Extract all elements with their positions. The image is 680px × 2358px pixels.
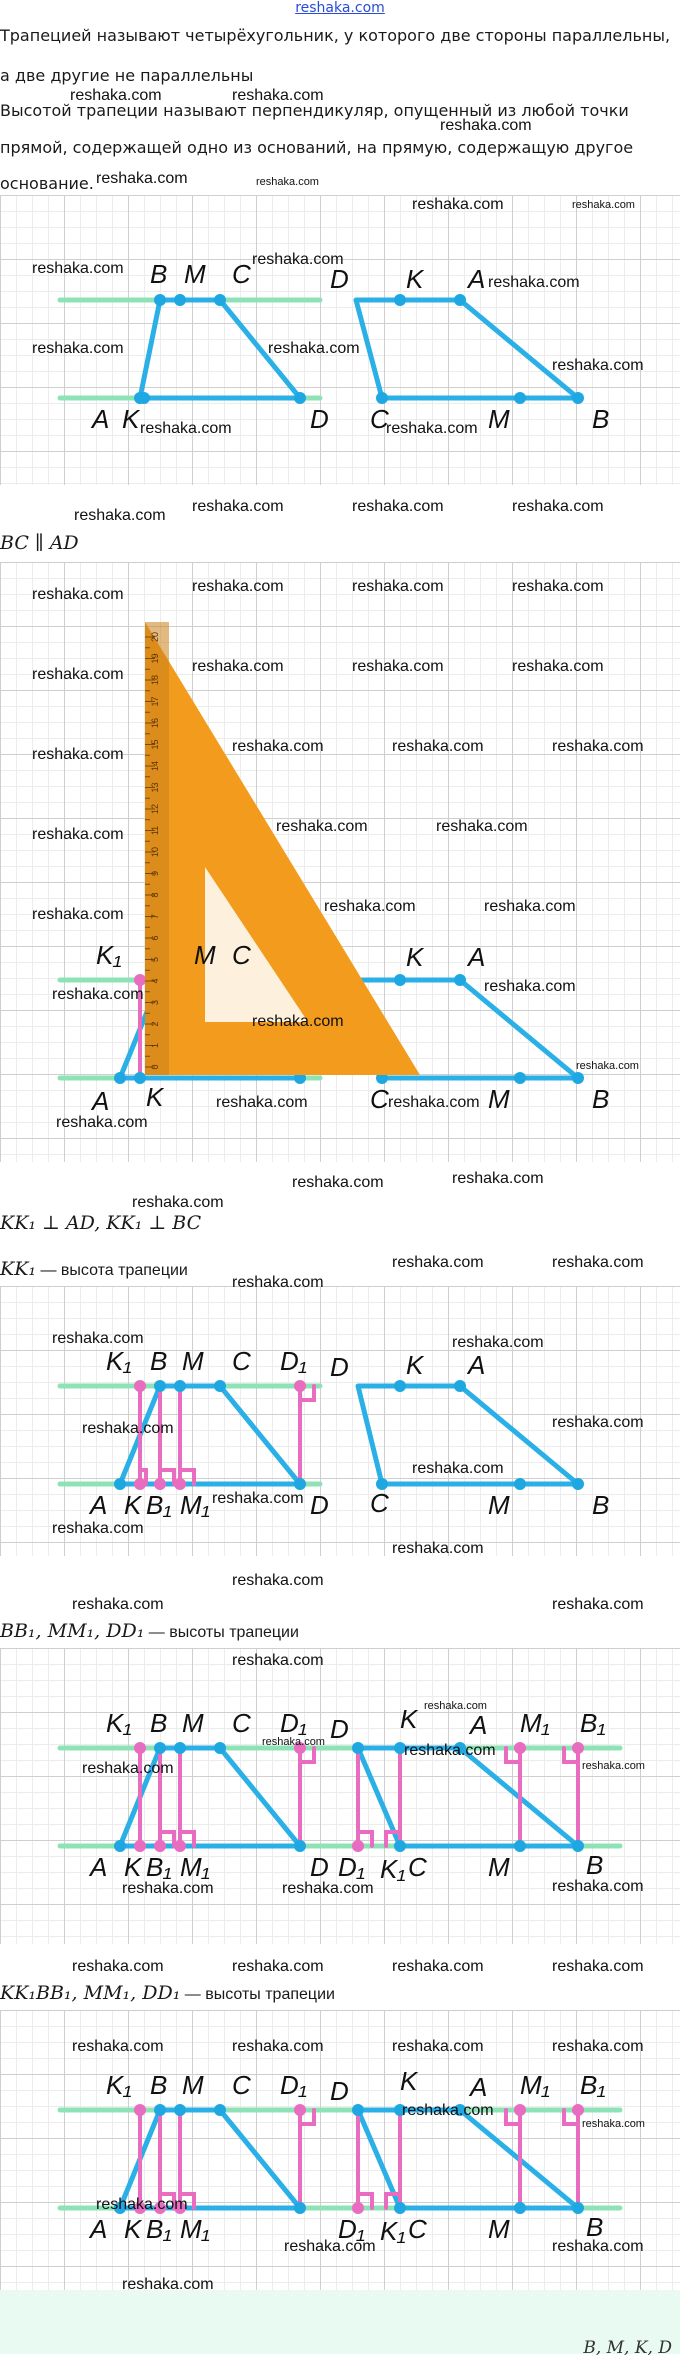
label-K1: K₁ bbox=[106, 1708, 132, 1738]
label-C: C bbox=[232, 259, 251, 289]
watermark: reshaka.com bbox=[552, 1878, 644, 1895]
label-M: M bbox=[182, 1346, 204, 1376]
ruler-number: 1 bbox=[150, 1042, 160, 1049]
label-A-2: A bbox=[468, 942, 486, 972]
label-D-2: D bbox=[330, 1352, 349, 1382]
watermark: reshaka.com bbox=[352, 498, 444, 515]
ruler-number: 19 bbox=[150, 653, 160, 664]
label-A-2: A bbox=[468, 1350, 486, 1380]
label-B-2: B bbox=[586, 2212, 604, 2242]
label-D-2: D bbox=[330, 2076, 349, 2106]
ruler-number: 2 bbox=[150, 1021, 160, 1027]
ruler-number: 13 bbox=[150, 782, 160, 793]
label-D1: D₁ bbox=[280, 2070, 307, 2100]
label-K: K bbox=[124, 1490, 142, 1520]
site-link[interactable]: reshaka.com bbox=[295, 0, 385, 16]
label-D-2: D bbox=[330, 1714, 349, 1744]
label-C: C bbox=[232, 2070, 251, 2100]
label-A-2: A bbox=[468, 264, 486, 294]
watermark: reshaka.com bbox=[232, 738, 324, 755]
watermark: reshaka.com bbox=[392, 1958, 484, 1975]
watermark: reshaka.com bbox=[352, 578, 444, 595]
label-M-2: M bbox=[488, 1490, 510, 1520]
watermark: reshaka.com bbox=[132, 1194, 224, 1211]
watermark: reshaka.com bbox=[552, 2238, 644, 2255]
label-K-2: K bbox=[400, 1704, 418, 1734]
watermark: reshaka.com bbox=[232, 87, 324, 104]
label-K1: K₁ bbox=[106, 2070, 132, 2100]
watermark: reshaka.com bbox=[72, 1958, 164, 1975]
watermark: reshaka.com bbox=[252, 1013, 344, 1030]
watermark: reshaka.com bbox=[232, 1274, 324, 1291]
watermark: reshaka.com bbox=[324, 898, 416, 915]
caption-heights-2-text: — высоты трапеции bbox=[180, 1986, 335, 2003]
watermark: reshaka.com bbox=[292, 1174, 384, 1191]
label-M1: M₁ bbox=[180, 2214, 210, 2244]
label-K-2: K bbox=[406, 942, 424, 972]
ruler-number: 20 bbox=[150, 631, 160, 643]
caption-height bbox=[0, 1258, 188, 1280]
label-M1: M₁ bbox=[180, 1852, 210, 1882]
watermark: reshaka.com bbox=[552, 738, 644, 755]
definition-line-5: основание. bbox=[0, 174, 94, 193]
label-D1: D₁ bbox=[280, 1346, 307, 1376]
ruler-number: 11 bbox=[150, 825, 160, 836]
watermark: reshaka.com bbox=[582, 1760, 645, 1772]
watermark: reshaka.com bbox=[216, 1094, 308, 1111]
watermark: reshaka.com bbox=[52, 1520, 144, 1537]
caption-height-text: — высота трапеции bbox=[36, 1262, 188, 1279]
label-C: C bbox=[232, 1346, 251, 1376]
label-K-2: K bbox=[406, 264, 424, 294]
label-C-2: C bbox=[370, 1488, 389, 1518]
watermark: reshaka.com bbox=[576, 1060, 639, 1072]
watermark: reshaka.com bbox=[232, 1958, 324, 1975]
watermark: reshaka.com bbox=[32, 586, 124, 603]
label-A: A bbox=[90, 1852, 108, 1882]
watermark: reshaka.com bbox=[284, 2238, 376, 2255]
ruler-number: 10 bbox=[150, 846, 160, 858]
watermark: reshaka.com bbox=[552, 1254, 644, 1271]
watermark: reshaka.com bbox=[352, 658, 444, 675]
ruler-number: 17 bbox=[150, 696, 160, 707]
label-M: M bbox=[184, 259, 206, 289]
figure-2 bbox=[0, 562, 680, 1162]
watermark: reshaka.com bbox=[488, 274, 580, 291]
caption-heights-1-math: BB₁, MM₁, DD₁ bbox=[0, 1620, 145, 1642]
watermark: reshaka.com bbox=[582, 2118, 645, 2130]
label-M1: M₁ bbox=[180, 1490, 210, 1520]
watermark: reshaka.com bbox=[402, 2102, 494, 2119]
ruler-number: 14 bbox=[150, 760, 160, 772]
label-B-2: B bbox=[592, 1490, 610, 1520]
label-M-2: M bbox=[488, 2214, 510, 2244]
watermark: reshaka.com bbox=[232, 1572, 324, 1589]
ruler-number: 4 bbox=[150, 978, 160, 984]
watermark: reshaka.com bbox=[32, 906, 124, 923]
watermark: reshaka.com bbox=[552, 2038, 644, 2055]
watermark: reshaka.com bbox=[262, 1736, 325, 1748]
ruler-number: 16 bbox=[150, 717, 160, 729]
label-M1-2: M₁ bbox=[520, 2070, 550, 2100]
watermark: reshaka.com bbox=[192, 498, 284, 515]
watermark: reshaka.com bbox=[552, 1414, 644, 1431]
label-D: D bbox=[310, 404, 329, 434]
label-K1-2: K₁ bbox=[380, 2216, 406, 2246]
next-section bbox=[0, 2290, 680, 2358]
watermark: reshaka.com bbox=[276, 818, 368, 835]
label-B-2: B bbox=[592, 404, 610, 434]
label-B1-2: B₁ bbox=[580, 2070, 606, 2100]
ruler-number: 15 bbox=[150, 739, 160, 750]
watermark: reshaka.com bbox=[388, 1094, 480, 1111]
definition-line-3: Высотой трапеции называют перпендикуляр, опущенный из любой точки bbox=[0, 101, 629, 120]
next-section-text: B, M, K, D bbox=[583, 2338, 672, 2358]
watermark: reshaka.com bbox=[404, 1742, 496, 1759]
label-M-2: M bbox=[488, 404, 510, 434]
watermark: reshaka.com bbox=[484, 898, 576, 915]
watermark: reshaka.com bbox=[52, 986, 144, 1003]
watermark: reshaka.com bbox=[512, 658, 604, 675]
watermark: reshaka.com bbox=[512, 498, 604, 515]
label-K: K bbox=[124, 2214, 142, 2244]
watermark: reshaka.com bbox=[32, 340, 124, 357]
watermark: reshaka.com bbox=[192, 658, 284, 675]
label-C-2: C bbox=[408, 2214, 427, 2244]
label-A: A bbox=[90, 1490, 108, 1520]
ruler-number: 12 bbox=[150, 803, 160, 815]
caption-perpendicular: KK₁ ⊥ AD, KK₁ ⊥ BC bbox=[0, 1212, 202, 1234]
ruler-number: 18 bbox=[150, 674, 160, 686]
watermark: reshaka.com bbox=[32, 746, 124, 763]
watermark: reshaka.com bbox=[392, 1540, 484, 1557]
watermark: reshaka.com bbox=[82, 1420, 174, 1437]
watermark: reshaka.com bbox=[72, 1596, 164, 1613]
watermark: reshaka.com bbox=[252, 251, 344, 268]
watermark: reshaka.com bbox=[436, 818, 528, 835]
label-K-2: K bbox=[406, 1350, 424, 1380]
label-M: M bbox=[194, 940, 216, 970]
label-K1: K₁ bbox=[96, 940, 122, 970]
watermark: reshaka.com bbox=[412, 1460, 504, 1477]
watermark: reshaka.com bbox=[484, 978, 576, 995]
watermark: reshaka.com bbox=[96, 170, 188, 187]
ruler-number: 8 bbox=[150, 892, 160, 898]
label-K1-2: K₁ bbox=[380, 1854, 406, 1884]
watermark: reshaka.com bbox=[72, 2038, 164, 2055]
ruler-number: 5 bbox=[150, 956, 160, 963]
watermark: reshaka.com bbox=[572, 199, 635, 211]
label-D1-2: D₁ bbox=[338, 2214, 365, 2244]
watermark: reshaka.com bbox=[392, 1254, 484, 1271]
watermark: reshaka.com bbox=[96, 2196, 188, 2213]
caption-heights-1-text: — высоты трапеции bbox=[144, 1624, 299, 1641]
label-A-2: A bbox=[470, 1710, 488, 1740]
label-K-2: K bbox=[400, 2066, 418, 2096]
ruler-number: 6 bbox=[150, 935, 160, 941]
label-M-2: M bbox=[488, 1084, 510, 1114]
label-D-2: D bbox=[330, 264, 349, 294]
label-B-2: B bbox=[586, 1850, 604, 1880]
label-C: C bbox=[232, 1708, 251, 1738]
watermark: reshaka.com bbox=[32, 260, 124, 277]
watermark: reshaka.com bbox=[56, 1114, 148, 1131]
label-A: A bbox=[92, 404, 110, 434]
definition-line-1: Трапецией называют четырёхугольник, у которого две стороны параллельны, bbox=[0, 26, 671, 45]
label-B-2: B bbox=[592, 1084, 610, 1114]
caption-heights-2 bbox=[0, 1982, 335, 2004]
label-M-2: M bbox=[488, 1852, 510, 1882]
label-C-2: C bbox=[408, 1852, 427, 1882]
label-B1: B₁ bbox=[146, 1852, 172, 1882]
label-K: K bbox=[146, 1082, 164, 1112]
caption-height-math: KK₁ bbox=[0, 1258, 37, 1280]
label-D1-2: D₁ bbox=[338, 1852, 365, 1882]
definition-line-2: а две другие не параллельны bbox=[0, 66, 254, 85]
label-B1-2: B₁ bbox=[580, 1708, 606, 1738]
watermark: reshaka.com bbox=[232, 1652, 324, 1669]
watermark: reshaka.com bbox=[256, 176, 319, 188]
figure-4 bbox=[0, 1648, 680, 1944]
label-B: B bbox=[150, 259, 168, 289]
watermark: reshaka.com bbox=[82, 1760, 174, 1777]
watermark: reshaka.com bbox=[392, 738, 484, 755]
label-D: D bbox=[310, 1852, 329, 1882]
watermark: reshaka.com bbox=[32, 826, 124, 843]
watermark: reshaka.com bbox=[424, 1700, 487, 1712]
watermark: reshaka.com bbox=[552, 1958, 644, 1975]
watermark: reshaka.com bbox=[212, 1490, 304, 1507]
label-K: K bbox=[124, 1852, 142, 1882]
label-M: M bbox=[182, 1708, 204, 1738]
watermark: reshaka.com bbox=[440, 117, 532, 134]
label-C-2: C bbox=[370, 1084, 389, 1114]
watermark: reshaka.com bbox=[122, 1880, 214, 1897]
label-B: B bbox=[150, 2070, 168, 2100]
ruler-number: 0 bbox=[150, 1064, 160, 1070]
ruler-number: 3 bbox=[150, 999, 160, 1006]
label-K: K bbox=[122, 404, 140, 434]
label-M1-2: M₁ bbox=[520, 1708, 550, 1738]
watermark: reshaka.com bbox=[140, 420, 232, 437]
label-B: B bbox=[150, 1346, 168, 1376]
caption-heights-1 bbox=[0, 1620, 299, 1642]
watermark: reshaka.com bbox=[232, 2038, 324, 2055]
watermark: reshaka.com bbox=[452, 1170, 544, 1187]
watermark: reshaka.com bbox=[122, 2276, 214, 2293]
watermark: reshaka.com bbox=[392, 2038, 484, 2055]
watermark: reshaka.com bbox=[32, 666, 124, 683]
label-A: A bbox=[92, 1086, 110, 1116]
watermark: reshaka.com bbox=[70, 87, 162, 104]
label-B: B bbox=[150, 1708, 168, 1738]
label-C-2: C bbox=[370, 404, 389, 434]
watermark: reshaka.com bbox=[512, 578, 604, 595]
ruler-number: 9 bbox=[150, 870, 160, 877]
watermark: reshaka.com bbox=[268, 340, 360, 357]
label-K1: K₁ bbox=[106, 1346, 132, 1376]
label-B1: B₁ bbox=[146, 1490, 172, 1520]
definition-line-4: прямой, содержащей одно из оснований, на прямую, содержащую другое bbox=[0, 138, 634, 157]
watermark: reshaka.com bbox=[412, 196, 504, 213]
label-A: A bbox=[90, 2214, 108, 2244]
watermark: reshaka.com bbox=[74, 507, 166, 524]
label-B1: B₁ bbox=[146, 2214, 172, 2244]
label-D: D bbox=[310, 1490, 329, 1520]
label-C: C bbox=[232, 940, 251, 970]
watermark: reshaka.com bbox=[452, 1334, 544, 1351]
label-A-2: A bbox=[470, 2072, 488, 2102]
watermark: reshaka.com bbox=[552, 357, 644, 374]
caption-heights-2-math: KK₁BB₁, MM₁, DD₁ bbox=[0, 1982, 181, 2004]
watermark: reshaka.com bbox=[386, 420, 478, 437]
watermark: reshaka.com bbox=[192, 578, 284, 595]
watermark: reshaka.com bbox=[282, 1880, 374, 1897]
label-M: M bbox=[182, 2070, 204, 2100]
watermark: reshaka.com bbox=[552, 1596, 644, 1613]
ruler-number: 7 bbox=[150, 913, 160, 920]
label-D1: D₁ bbox=[280, 1708, 307, 1738]
set-square bbox=[145, 622, 420, 1075]
watermark: reshaka.com bbox=[52, 1330, 144, 1347]
caption-parallel: BC ∥ AD bbox=[0, 532, 79, 554]
